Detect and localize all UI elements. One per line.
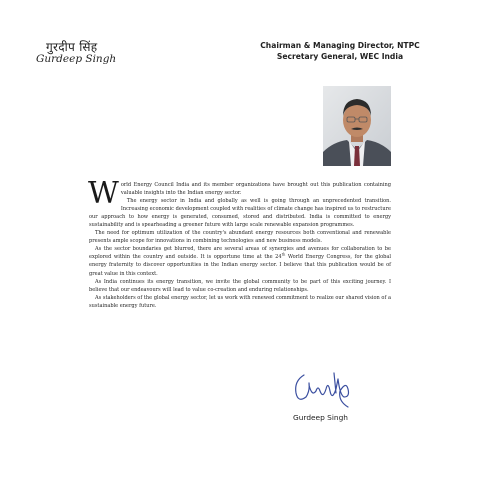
letter-paragraph-5: As India continues its energy transition, we invite the global community to be part of this exciting journey. I believe that our endeavours will lead to value co-creation and enduring relationships. [89,278,391,293]
drop-cap: W [88,176,119,211]
letter-body [88,176,391,310]
portrait-illustration [323,86,391,166]
portrait-photo [323,86,391,166]
signatory-name: Gurdeep Singh [293,413,348,422]
handwritten-signature [290,367,360,413]
ordinal-suffix: th [281,252,286,257]
letter-paragraph-3: The need for optimum utilization of the country's abundant energy resources both conventional and renewable presents ample scope for innovations in combining technologies and new business models. [89,230,391,245]
letter-paragraph-1: orld Energy Council India and its member organizations have brought out this publication containing valuable insights into the Indian energy sector. [120,182,391,197]
letter-paragraph-4 [89,245,391,277]
designation-block [240,41,440,62]
designation-line-2: Secretary General, WEC India [276,51,404,61]
name-hindi: गुरदीप सिंह [46,40,98,54]
signature-stroke [290,367,360,413]
designation-line-1: Chairman & Managing Director, NTPC [260,41,420,50]
letter-paragraph-6: As stakeholders of the global energy sector, let us work with renewed commitment to realize our shared vision of a sustainable energy future. [89,294,391,309]
letter-paragraph-2: The energy sector in India and globally as well is going through an unprecedented transition. Increasing economic development coupled with realities of climate change has inspired us to restructure our approach to how energy is generated, consumed, stored and distributed. India is committed to energy sustainability and is spearheading a greener future with large scale renewable expansion programmes. [89,198,391,229]
letter-paragraph-4-text: As the sector boundaries get blurred, there are several areas of synergies and avenues for collaboration to be explored within the country and outside. It is opportune time at the 24 [89,246,391,261]
letter-paragraph-4-rest: World Energy Congress, for the global energy fraternity to discover opportunities in the Indian energy sector. I believe that this publication would be of great value in this context. [89,254,391,277]
name-english: Gurdeep Singh [36,53,117,65]
